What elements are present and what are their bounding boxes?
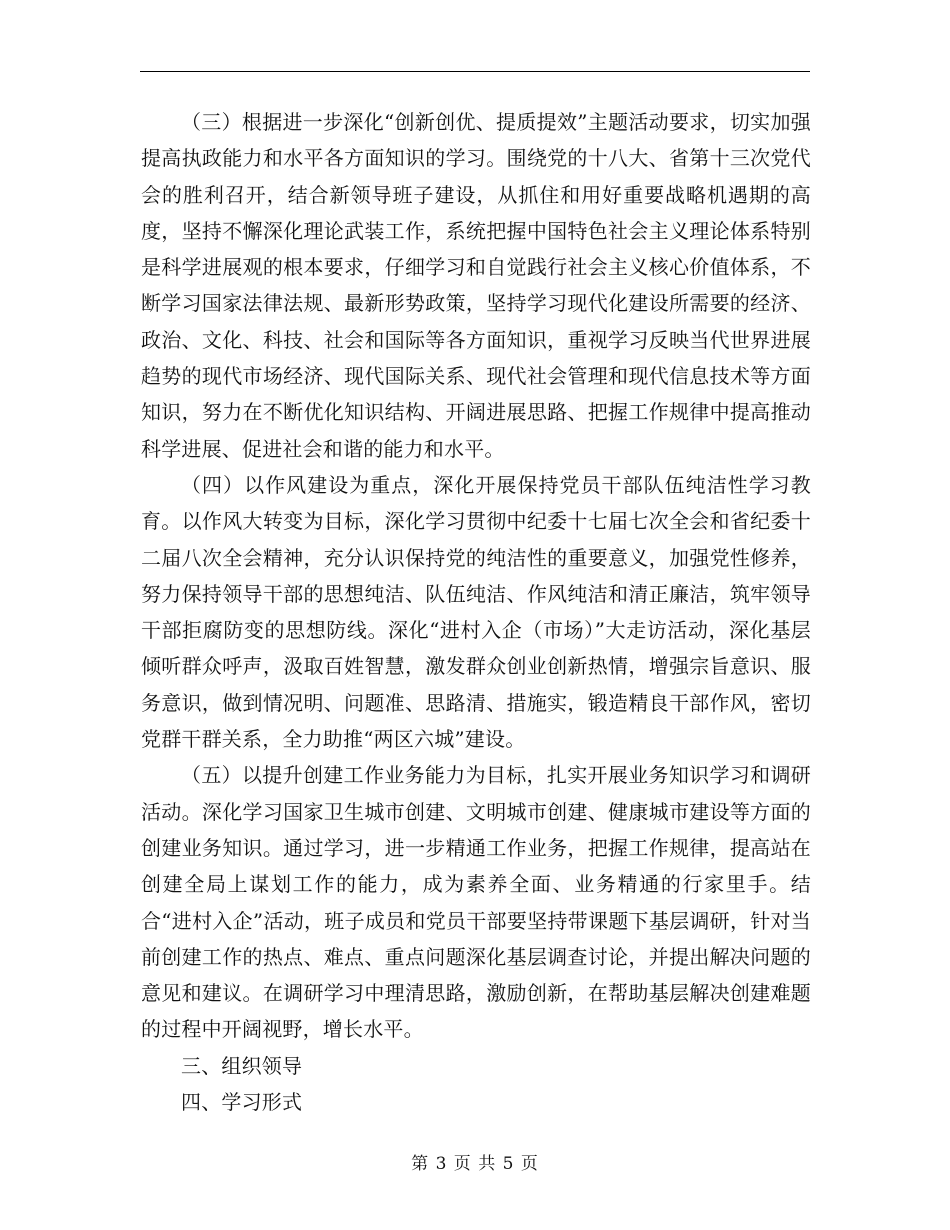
footer-suffix: 页 [520, 1154, 539, 1174]
body-content [141, 104, 811, 1120]
page-footer [0, 1152, 950, 1176]
paragraph-five: （五）以提升创建工作业务能力为目标，扎实开展业务知识学习和调研活动。深化学习国家卫生城市创建、文明城市创建、健康城市建设等方面的创建业务知识。通过学习，进一步精通工作业务，把握工作规律，提高站在创建全局上谋划工作的能力，成为素养全面、业务精通的行家里手。结合“进村入企”活动，班子成员和党员干部要坚持带课题下基层调研，针对当前创建工作的热点、难点、重点问题深化基层调查讨论，并提出解决问题的意见和建议。在调研学习中理清思路，激励创新，在帮助基层解决创建难题的过程中开阔视野，增长水平。 [141, 763, 811, 1042]
section-heading-organization: 三、组织领导 [181, 1053, 303, 1078]
footer-current-page: 3 [435, 1154, 448, 1174]
paragraph-three: （三）根据进一步深化“创新创优、提质提效”主题活动要求，切实加强提高执政能力和水平各方面知识的学习。围绕党的十八大、省第十三次党代会的胜利召开，结合新领导班子建设，从抓住和用好重要战略机遇期的高度，坚持不懈深化理论武装工作，系统把握中国特色社会主义理论体系特别是科学进展观的根本要求，仔细学习和自觉践行社会主义核心价值体系，不断学习国家法律法规、最新形势政策，坚持学习现代化建设所需要的经济、政治、文化、科技、社会和国际等各方面知识，重视学习反映当代世界进展趋势的现代市场经济、现代国际关系、现代社会管理和现代信息技术等方面知识，努力在不断优化知识结构、开阔进展思路、把握工作规律中提高推动科学进展、促进社会和谐的能力和水平。 [141, 110, 811, 461]
header-rule [140, 71, 810, 72]
paragraph-four: （四）以作风建设为重点，深化开展保持党员干部队伍纯洁性学习教育。以作风大转变为目标，深化学习贯彻中纪委十七届七次全会和省纪委十二届八次全会精神，充分认识保持党的纯洁性的重要意义，加强党性修养，努力保持领导干部的思想纯洁、队伍纯洁、作风纯洁和清正廉洁，筑牢领导干部拒腐防变的思想防线。深化“进村入企（市场）”大走访活动，深化基层倾听群众呼声，汲取百姓智慧，激发群众创业创新热情，增强宗旨意识、服务意识，做到情况明、问题准、思路清、措施实，锻造精良干部作风，密切党群干群关系，全力助推“两区六城”建设。 [141, 472, 811, 752]
footer-total-pages: 5 [502, 1154, 515, 1174]
footer-middle: 页 共 [453, 1154, 497, 1174]
footer-prefix: 第 [411, 1154, 430, 1174]
section-heading-study-form: 四、学习形式 [181, 1090, 303, 1115]
